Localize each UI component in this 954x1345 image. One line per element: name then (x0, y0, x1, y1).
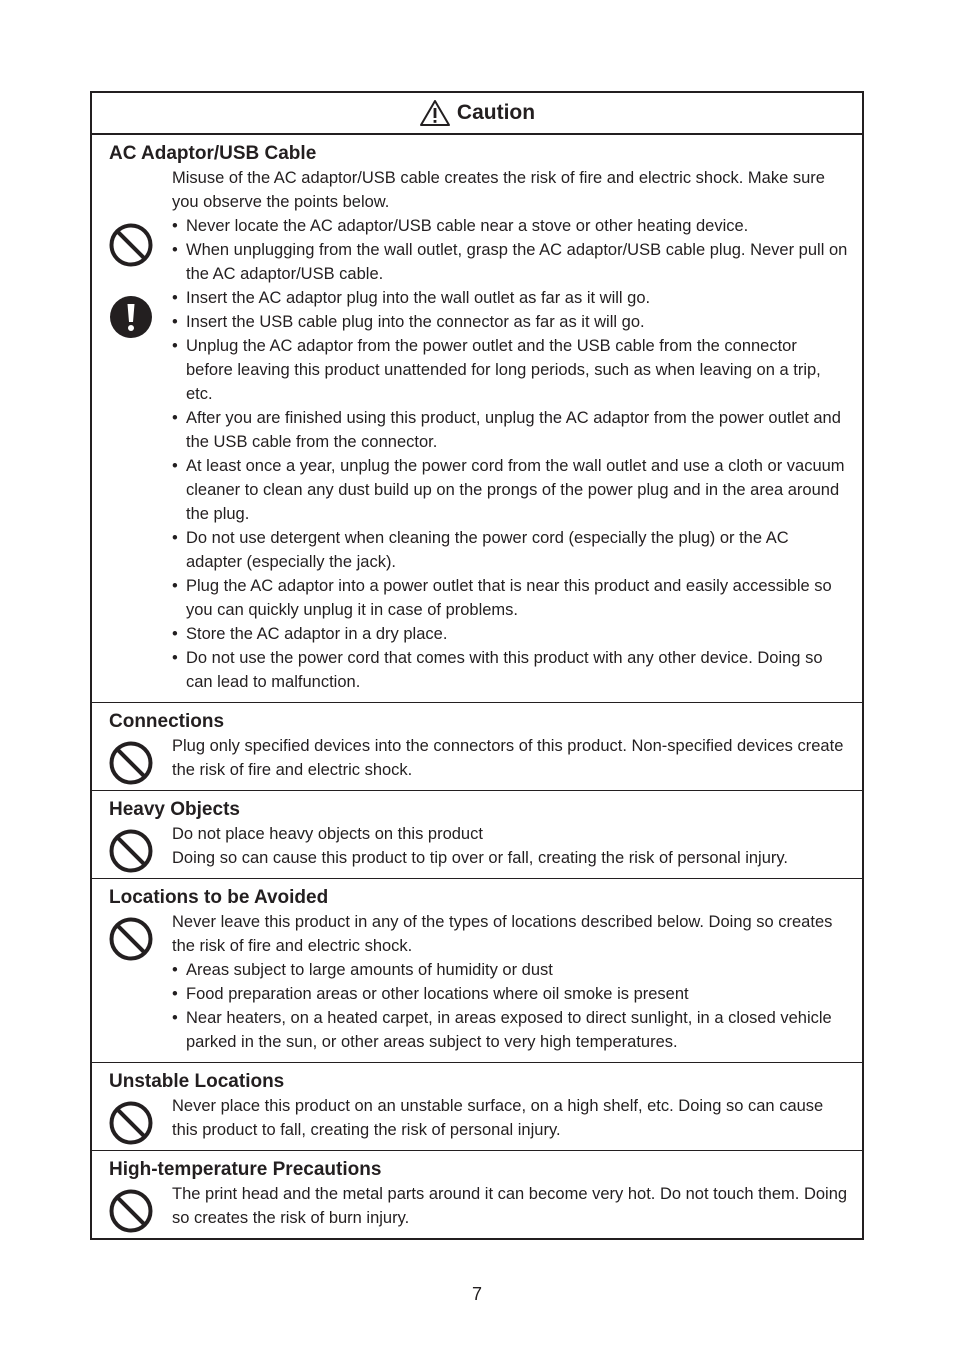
section-title: Unstable Locations (109, 1071, 285, 1092)
section-text: The print head and the metal parts around it can become very hot. Do not touch them. Doing so creates the risk of burn injury. (172, 1185, 848, 1227)
section-text-line-2: Doing so can cause this product to tip over or fall, creating the risk of personal injury. (172, 849, 789, 867)
section-intro: Never leave this product in any of the types of locations described below. Doing so creates the risk of fire and electric shock. (172, 913, 833, 955)
caution-title: Caution (456, 101, 536, 124)
list-item: • Insert the USB cable plug into the connector as far as it will go. (172, 310, 848, 334)
bullet-list (172, 214, 848, 694)
section-high-temperature (92, 1150, 862, 1238)
mandatory-action-icon (109, 295, 153, 339)
list-item: • Near heaters, on a heated carpet, in areas exposed to direct sunlight, in a closed vehicle parked in the sun, or other areas subject to very high temperatures. (172, 1006, 848, 1054)
section-title: Locations to be Avoided (109, 887, 329, 908)
list-item: • Unplug the AC adaptor from the power outlet and the USB cable from the connector before leaving this product unattended for long periods, such as when leaving on a trip, etc. (172, 334, 848, 406)
prohibited-icon (109, 1189, 153, 1233)
section-connections (92, 702, 862, 790)
section-title: High-temperature Precautions (109, 1159, 382, 1180)
section-title: AC Adaptor/USB Cable (109, 143, 317, 164)
list-item: • Never locate the AC adaptor/USB cable near a stove or other heating device. (172, 214, 848, 238)
prohibited-icon (109, 223, 153, 267)
list-item: • When unplugging from the wall outlet, grasp the AC adaptor/USB cable plug. Never pull on the AC adaptor/USB cable. (172, 238, 848, 286)
warning-triangle-icon (419, 99, 451, 127)
bullet-list (172, 958, 848, 1054)
section-title: Heavy Objects (109, 799, 240, 820)
section-heavy-objects (92, 790, 862, 878)
list-item: • Store the AC adaptor in a dry place. (172, 622, 848, 646)
list-item: • After you are finished using this product, unplug the AC adaptor from the power outlet and the USB cable from the connector. (172, 406, 848, 454)
section-unstable-locations (92, 1062, 862, 1150)
section-title: Connections (109, 711, 225, 732)
list-item: • Plug the AC adaptor into a power outlet that is near this product and easily accessible so you can quickly unplug it in case of problems. (172, 574, 848, 622)
prohibited-icon (109, 917, 153, 961)
section-ac-adaptor (92, 135, 862, 702)
section-intro: Misuse of the AC adaptor/USB cable creates the risk of fire and electric shock. Make sure you observe the points below. (172, 169, 825, 211)
prohibited-icon (109, 741, 153, 785)
list-item: • Do not use the power cord that comes with this product with any other device. Doing so can lead to malfunction. (172, 646, 848, 694)
prohibited-icon (109, 1101, 153, 1145)
list-item: • Insert the AC adaptor plug into the wall outlet as far as it will go. (172, 286, 848, 310)
section-text-line-1: Do not place heavy objects on this product (172, 825, 483, 843)
list-item: • At least once a year, unplug the power cord from the wall outlet and use a cloth or vacuum cleaner to clean any dust build up on the prongs of the power plug and in the area around the plug. (172, 454, 848, 526)
list-item: • Do not use detergent when cleaning the power cord (especially the plug) or the AC adapter (especially the jack). (172, 526, 848, 574)
prohibited-icon (109, 829, 153, 873)
section-text: Never place this product on an unstable surface, on a high shelf, etc. Doing so can cause this product to fall, creating the risk of personal injury. (172, 1097, 824, 1139)
section-text: Plug only specified devices into the connectors of this product. Non-specified devices create the risk of fire and electric shock. (172, 737, 844, 779)
list-item: • Areas subject to large amounts of humidity or dust (172, 958, 848, 982)
caution-header (92, 93, 862, 135)
page-number: 7 (471, 1284, 482, 1304)
caution-box (90, 91, 864, 1240)
list-item: • Food preparation areas or other locations where oil smoke is present (172, 982, 848, 1006)
section-locations-avoided (92, 878, 862, 1062)
